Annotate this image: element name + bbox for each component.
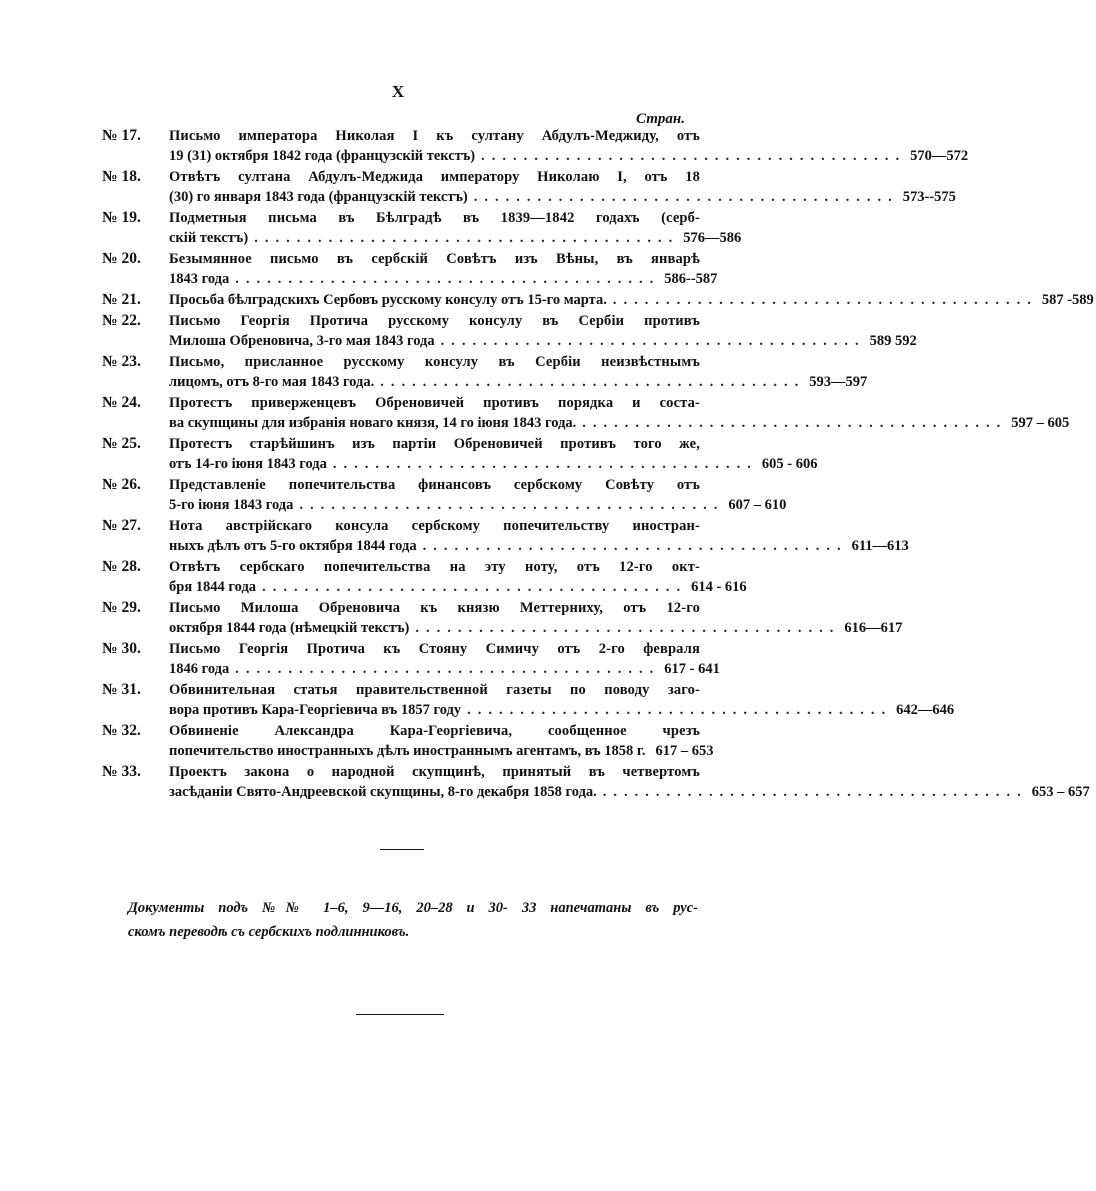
entry-pages: 617 – 653 <box>655 743 714 759</box>
entry-pages: 616—617 <box>844 620 903 636</box>
note-line: скомъ переводѣ съ сербскихъ подлинниковъ. <box>128 924 410 940</box>
entry-text: Письмо императора Николая I къ султану Абдулъ-Меджиду, отъ <box>169 128 700 144</box>
entry-pages: 617 - 641 <box>664 661 720 677</box>
toc-entry <box>102 680 955 720</box>
entry-final-line <box>169 454 818 474</box>
dot-leader: ........................................ <box>422 538 848 554</box>
dot-leader: ........................................ <box>299 497 725 513</box>
dot-leader: ........................................ <box>467 702 893 718</box>
entry-final-line <box>169 413 1070 433</box>
entry-number: № 21. <box>102 291 141 308</box>
entry-pages: 614 - 616 <box>691 579 747 595</box>
dot-leader: ........................................ <box>262 579 688 595</box>
entry-final-line <box>169 269 718 289</box>
dot-leader: ........................................ <box>235 271 661 287</box>
dot-leader: ........................................ <box>415 620 841 636</box>
divider-rule <box>380 849 424 850</box>
entry-pages: 605 - 606 <box>761 456 818 472</box>
entry-text: скій текстъ) <box>169 230 249 246</box>
entry-number: № 28. <box>102 558 141 575</box>
entry-number: № 31. <box>102 681 141 698</box>
dot-leader: ........................................ <box>473 189 899 205</box>
entry-final-line <box>169 331 917 351</box>
entry-final-line <box>169 577 747 597</box>
entry-pages: 642—646 <box>896 702 955 718</box>
entry-final-line <box>169 495 787 515</box>
table-of-contents <box>102 126 1094 803</box>
entry-pages: 573--575 <box>902 189 956 205</box>
toc-entry <box>102 249 718 289</box>
entry-number: № 23. <box>102 353 141 370</box>
entry-number: № 17. <box>102 127 141 144</box>
entry-text: 1843 года <box>169 271 230 287</box>
entry-pages: 611—613 <box>851 538 909 554</box>
entry-pages: 607 – 610 <box>728 497 787 513</box>
entry-final-line <box>169 618 903 638</box>
entry-text: Милоша Обреновича, 3-го мая 1843 года <box>169 333 435 349</box>
toc-entry <box>102 598 903 638</box>
entry-text: Письмо Георгія Протича къ Стояну Симичу отъ 2-го февраля <box>169 641 700 657</box>
entry-text: Письмо, присланное русскому консулу въ Сербіи неизвѣстнымъ <box>169 354 700 370</box>
entry-number: № 18. <box>102 168 141 185</box>
entry-text: Письмо Георгія Протича русскому консулу въ Сербіи противъ <box>169 313 700 329</box>
entry-text: Отвѣтъ сербскаго попечительства на эту ноту, отъ 12-го окт- <box>169 559 700 575</box>
dot-leader: ........................................ <box>440 333 866 349</box>
entry-pages: 570—572 <box>910 148 969 164</box>
entry-number: № 20. <box>102 250 141 267</box>
entry-number: № 25. <box>102 435 141 452</box>
toc-entry <box>102 393 1070 433</box>
dot-leader: ........................................ <box>254 230 680 246</box>
entry-text: 1846 года <box>169 661 230 677</box>
entry-text: ныхъ дѣлъ отъ 5-го октября 1844 года <box>169 538 417 554</box>
dot-leader: ........................................ <box>612 292 1038 308</box>
toc-entry <box>102 290 1094 310</box>
entry-text: Безымянное письмо въ сербскій Совѣтъ изъ Вѣны, въ январѣ <box>169 251 700 267</box>
entry-final-line <box>169 187 956 207</box>
entry-pages: 576—586 <box>683 230 742 246</box>
dot-leader: ........................................ <box>582 415 1008 431</box>
entry-pages: 653 – 657 <box>1031 784 1090 800</box>
entry-final-line <box>169 372 868 392</box>
dot-leader: ........................................ <box>602 784 1028 800</box>
entry-number: № 19. <box>102 209 141 226</box>
entry-number: № 30. <box>102 640 141 657</box>
toc-entry <box>102 352 868 392</box>
toc-entry <box>102 557 747 597</box>
entry-text: Нота австрійскаго консула сербскому попечительству иностран- <box>169 518 700 534</box>
page-number: X <box>391 82 405 101</box>
toc-entry <box>102 208 742 248</box>
entry-pages: 593—597 <box>809 374 868 390</box>
dot-leader: ........................................ <box>380 374 806 390</box>
entry-number: № 33. <box>102 763 141 780</box>
entry-number: № 32. <box>102 722 141 739</box>
entry-final-line <box>169 536 909 556</box>
entry-pages: 597 – 605 <box>1011 415 1070 431</box>
entry-final-line <box>169 290 1094 310</box>
entry-number: № 26. <box>102 476 141 493</box>
dot-leader: ........................................ <box>332 456 758 472</box>
note-line: Документы подъ №№ 1–6, 9—16, 20–28 и 30- 33 напечатаны въ рус- <box>128 900 698 916</box>
entry-text: Обвинительная статья правительственной газеты по поводу заго- <box>169 682 700 698</box>
entry-text: попечительство иностранныхъ дѣлъ иностраннымъ агентамъ, въ 1858 г. <box>169 743 646 759</box>
entry-text: Представленіе попечительства финансовъ сербскому Совѣту отъ <box>169 477 700 493</box>
entry-text: (30) го января 1843 года (французскій текстъ) <box>169 189 468 205</box>
entry-pages: 589 592 <box>869 333 917 349</box>
toc-entry <box>102 721 714 761</box>
end-rule <box>356 1014 444 1015</box>
toc-entry <box>102 167 956 207</box>
entry-final-line <box>169 782 1090 802</box>
entry-text: бря 1844 года <box>169 579 257 595</box>
entry-text: ва скупщины для избранія новаго князя, 14 го іюня 1843 года. <box>169 415 577 431</box>
dot-leader: ........................................ <box>481 148 907 164</box>
entry-final-line <box>169 146 969 166</box>
entry-number: № 27. <box>102 517 141 534</box>
translation-note <box>128 896 698 944</box>
entry-text: октября 1844 года (нѣмецкій текстъ) <box>169 620 410 636</box>
toc-entry <box>102 434 818 474</box>
toc-entry <box>102 639 720 679</box>
dot-leader: ........................................ <box>235 661 661 677</box>
entry-text: Просьба бѣлградскихъ Сербовъ русскому консулу отъ 15-го марта. <box>169 292 607 308</box>
toc-entry <box>102 126 969 166</box>
entry-number: № 22. <box>102 312 141 329</box>
entry-text: Письмо Милоша Обреновича къ князю Меттерниху, отъ 12-го <box>169 600 700 616</box>
toc-entry <box>102 516 909 556</box>
entry-text: Проектъ закона о народной скупщинѣ, принятый въ четвертомъ <box>169 764 700 780</box>
entry-final-line <box>169 659 720 679</box>
entry-text: Обвиненіе Александра Кара-Георгіевича, сообщенное чрезъ <box>169 723 700 739</box>
entry-final-line <box>169 741 714 761</box>
entry-pages: 587 -589 <box>1041 292 1094 308</box>
entry-text: вора противъ Кара-Георгіевича въ 1857 году <box>169 702 462 718</box>
entry-text: 5-го іюня 1843 года <box>169 497 294 513</box>
pages-column-header: Стран. <box>636 111 685 127</box>
entry-pages: 586--587 <box>664 271 718 287</box>
entry-text: Отвѣтъ султана Абдулъ-Меджида императору Николаю I, отъ 18 <box>169 169 700 185</box>
entry-text: засѣданіи Свято-Андреевской скупщины, 8-го декабря 1858 года. <box>169 784 597 800</box>
entry-final-line <box>169 228 742 248</box>
toc-entry <box>102 762 1090 802</box>
entry-number: № 24. <box>102 394 141 411</box>
toc-entry <box>102 311 917 351</box>
entry-final-line <box>169 700 955 720</box>
entry-number: № 29. <box>102 599 141 616</box>
entry-text: Протестъ приверженцевъ Обреновичей противъ порядка и соста- <box>169 395 700 411</box>
entry-text: Подметныя письма въ Бѣлградѣ въ 1839—1842 годахъ (серб- <box>169 210 700 226</box>
entry-text: Протестъ старѣйшинъ изъ партіи Обреновичей противъ того же, <box>169 436 700 452</box>
entry-text: лицомъ, отъ 8-го мая 1843 года. <box>169 374 375 390</box>
entry-text: отъ 14-го іюня 1843 года <box>169 456 327 472</box>
entry-text: 19 (31) октября 1842 года (французскій текстъ) <box>169 148 476 164</box>
toc-entry <box>102 475 787 515</box>
